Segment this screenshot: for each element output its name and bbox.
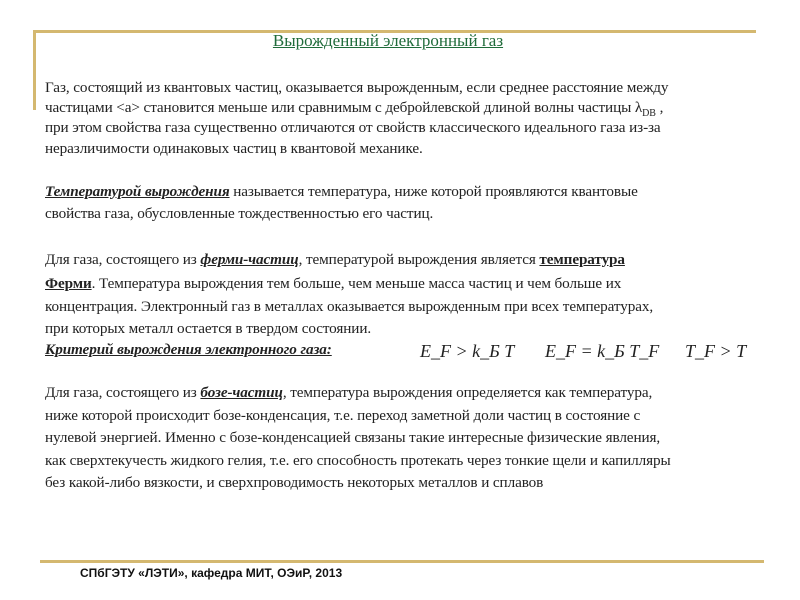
text: частицами <a> становится меньше или сравнимым с дебройлевской длиной волны частицы λ bbox=[45, 99, 643, 116]
para4-line: ниже которой происходит бозе-конденсация, т.е. переход заметной доли частиц в состояние с bbox=[45, 407, 641, 424]
para4-line bbox=[45, 383, 652, 403]
lambda-subscript: DB bbox=[642, 108, 656, 120]
para1-line: неразличимости одинаковых частиц в квантовой механике. bbox=[45, 140, 423, 157]
formula-1: E_F > k_Б T bbox=[420, 341, 515, 361]
para3-line bbox=[45, 274, 621, 294]
footer-text: СПбГЭТУ «ЛЭТИ», кафедра МИТ, ОЭиР, 2013 bbox=[80, 566, 343, 580]
para2-line: свойства газа, обусловленные тождественностью его частиц. bbox=[45, 205, 434, 222]
para2-line bbox=[45, 182, 638, 202]
para3-line: концентрация. Электронный газ в металлах оказывается вырожденным при всех температурах, bbox=[45, 298, 654, 315]
text: . Температура вырождения тем больше, чем меньше масса частиц и чем больше их bbox=[91, 275, 622, 292]
term-fermi-particles: ферми-частиц bbox=[200, 251, 299, 268]
text: Для газа, состоящего из bbox=[45, 384, 201, 401]
slide-title: Вырожденный электронный газ bbox=[272, 31, 504, 50]
para4-line: как сверхтекучесть жидкого гелия, т.е. его способность протекать через тонкие щели и капилляры bbox=[45, 452, 671, 469]
term-degeneracy-temperature: Температурой вырождения bbox=[45, 183, 230, 200]
text: Для газа, состоящего из bbox=[45, 251, 201, 268]
text: , температурой вырождения является bbox=[298, 251, 540, 268]
para4-line: нулевой энергией. Именно с бозе-конденсацией связаны такие интересные физические явления, bbox=[45, 429, 661, 446]
term-bose-particles: бозе-частиц bbox=[200, 384, 283, 401]
criterion-label-text: Критерий вырождения электронного газа: bbox=[45, 341, 332, 358]
text: , bbox=[655, 99, 664, 116]
para1-line: при этом свойства газа существенно отличаются от свойств классического идеального газа из-за bbox=[45, 119, 661, 136]
criterion-label bbox=[45, 340, 332, 360]
bottom-decor-line bbox=[40, 560, 764, 563]
term-fermi-temperature: Ферми bbox=[45, 275, 92, 292]
text: называется температура, ниже которой проявляются квантовые bbox=[229, 183, 638, 200]
para1-line: Газ, состоящий из квантовых частиц, оказывается вырожденным, если среднее расстояние между bbox=[45, 79, 669, 96]
formula-2: E_F = k_Б T_F bbox=[545, 341, 660, 361]
para3-line bbox=[45, 250, 625, 270]
formula-3: T_F > T bbox=[685, 341, 747, 361]
para3-line: при которых металл остается в твердом состоянии. bbox=[45, 320, 372, 337]
para4-line: без какой-либо вязкости, и сверхпроводимость некоторых металлов и сплавов bbox=[45, 474, 544, 491]
term-fermi-temperature: температура bbox=[539, 251, 625, 268]
text: , температура вырождения определяется как температура, bbox=[282, 384, 653, 401]
